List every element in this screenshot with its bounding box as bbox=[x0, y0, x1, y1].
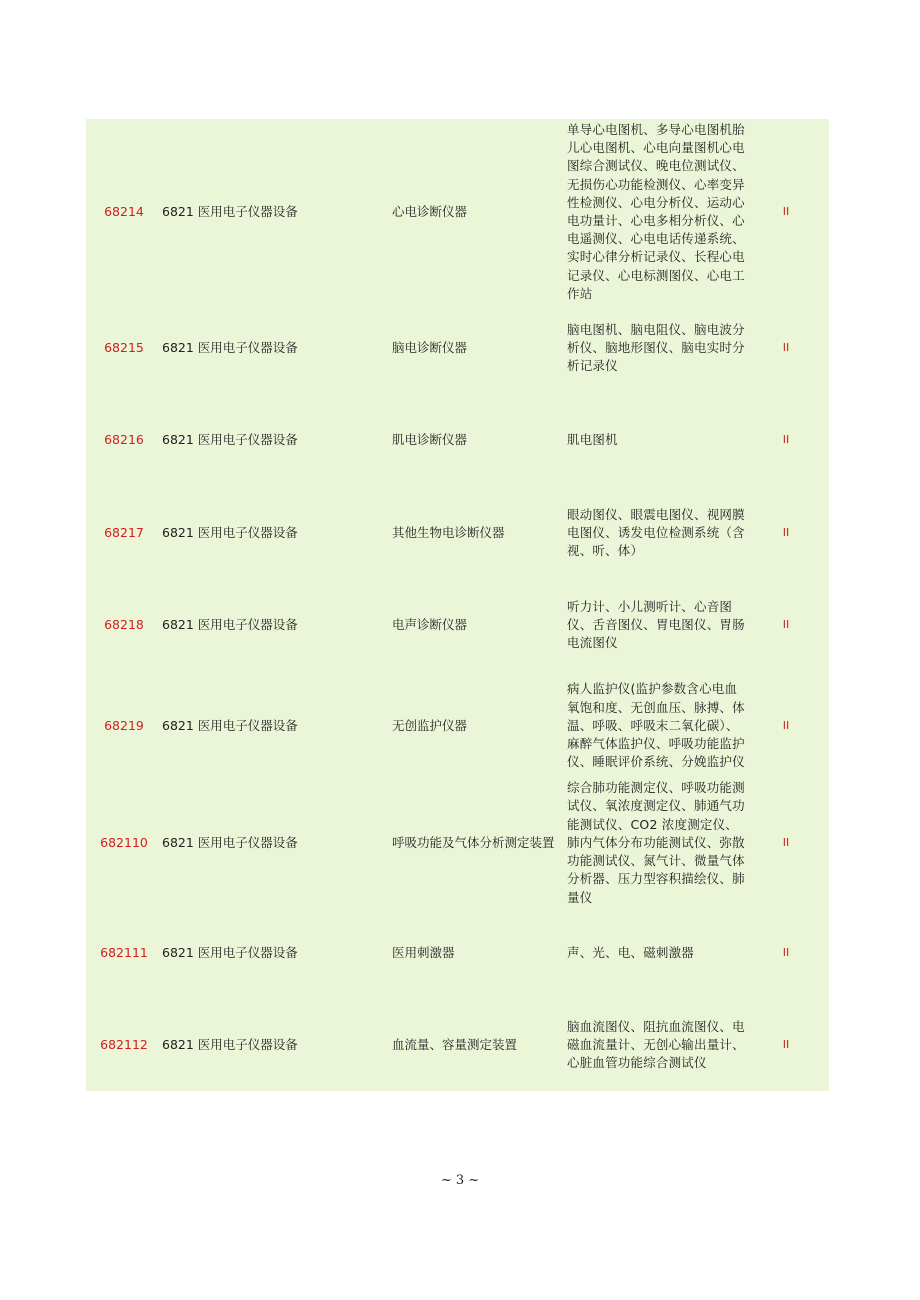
row-class: II bbox=[782, 204, 790, 218]
row-code: 682110 bbox=[100, 834, 148, 850]
row-code: 68216 bbox=[104, 431, 144, 447]
row-name: 其他生物电诊断仪器 bbox=[392, 524, 505, 540]
row-examples: 综合肺功能测定仪、呼吸功能测试仪、氧浓度测定仪、肺通气功能测试仪、CO2 浓度测定仪、肺内气体分布功能测试仪、弥散功能测试仪、氮气计、微量气体分析器、压力型容积描绘仪、肺量仪 bbox=[567, 780, 745, 905]
row-category: 6821 医用电子仪器设备 bbox=[162, 1036, 298, 1052]
row-examples: 眼动图仪、眼震电图仪、视网膜电图仪、诱发电位检测系统（含视、听、体） bbox=[567, 506, 745, 559]
row-category: 6821 医用电子仪器设备 bbox=[162, 834, 298, 850]
row-examples: 单导心电图机、多导心电图机胎儿心电图机、心电向量图机心电图综合测试仪、晚电位测试仪、无损伤心功能检测仪、心率变异性检测仪、心电分析仪、运动心电功量计、心电多相分析仪、心电遥测仪、心电电话传递系统、实时心律分析记录仪、长程心电记录仪、心电标测图仪、心电工作站 bbox=[567, 121, 745, 301]
table-row bbox=[86, 673, 829, 779]
table-row bbox=[86, 779, 829, 907]
row-category: 6821 医用电子仪器设备 bbox=[162, 524, 298, 540]
row-class: II bbox=[782, 718, 790, 732]
row-code: 68215 bbox=[104, 339, 144, 355]
row-examples: 声、光、电、磁刺激器 bbox=[567, 944, 695, 960]
row-code: 68219 bbox=[104, 717, 144, 733]
table-row bbox=[86, 907, 829, 999]
row-name: 医用刺激器 bbox=[392, 944, 455, 960]
table-row bbox=[86, 305, 829, 391]
table-row bbox=[86, 391, 829, 489]
table-row bbox=[86, 489, 829, 577]
row-examples: 听力计、小儿测听计、心音图仪、舌音图仪、胃电图仪、胃肠电流图仪 bbox=[567, 598, 745, 651]
row-class: II bbox=[782, 340, 790, 354]
row-category: 6821 医用电子仪器设备 bbox=[162, 944, 298, 960]
row-category: 6821 医用电子仪器设备 bbox=[162, 717, 298, 733]
row-examples: 病人监护仪(监护参数含心电血氧饱和度、无创血压、脉搏、体温、呼吸、呼吸末二氧化碳）、麻醉气体监护仪、呼吸功能监护仪、睡眠评价系统、分娩监护仪 bbox=[567, 681, 745, 770]
row-class: II bbox=[782, 432, 790, 446]
row-category: 6821 医用电子仪器设备 bbox=[162, 616, 298, 632]
table-row bbox=[86, 999, 829, 1091]
device-classification-table bbox=[86, 119, 829, 1091]
row-code: 682112 bbox=[100, 1036, 148, 1052]
row-code: 68217 bbox=[104, 524, 144, 540]
table-row bbox=[86, 119, 829, 305]
row-code: 68218 bbox=[104, 616, 144, 632]
row-name: 血流量、容量测定装置 bbox=[392, 1036, 518, 1052]
row-class: II bbox=[782, 617, 790, 631]
row-category: 6821 医用电子仪器设备 bbox=[162, 431, 298, 447]
row-name: 呼吸功能及气体分析测定装置 bbox=[392, 834, 555, 850]
row-name: 脑电诊断仪器 bbox=[392, 339, 468, 355]
row-class: II bbox=[782, 835, 790, 849]
row-name: 肌电诊断仪器 bbox=[392, 431, 468, 447]
row-name: 电声诊断仪器 bbox=[392, 616, 468, 632]
table-row bbox=[86, 577, 829, 673]
row-class: II bbox=[782, 525, 790, 539]
row-examples: 脑电图机、脑电阻仪、脑电波分析仪、脑地形图仪、脑电实时分析记录仪 bbox=[567, 321, 745, 374]
row-category: 6821 医用电子仪器设备 bbox=[162, 339, 298, 355]
row-name: 心电诊断仪器 bbox=[392, 203, 468, 219]
row-code: 68214 bbox=[104, 203, 144, 219]
row-examples: 脑血流图仪、阻抗血流图仪、电磁血流量计、无创心输出量计、心脏血管功能综合测试仪 bbox=[567, 1018, 745, 1071]
row-examples: 肌电图机 bbox=[567, 431, 618, 447]
row-class: II bbox=[782, 1037, 790, 1051]
row-code: 682111 bbox=[100, 944, 148, 960]
page-number: ~ 3 ~ bbox=[440, 1173, 480, 1188]
row-name: 无创监护仪器 bbox=[392, 717, 468, 733]
row-category: 6821 医用电子仪器设备 bbox=[162, 203, 298, 219]
row-class: II bbox=[782, 945, 790, 959]
